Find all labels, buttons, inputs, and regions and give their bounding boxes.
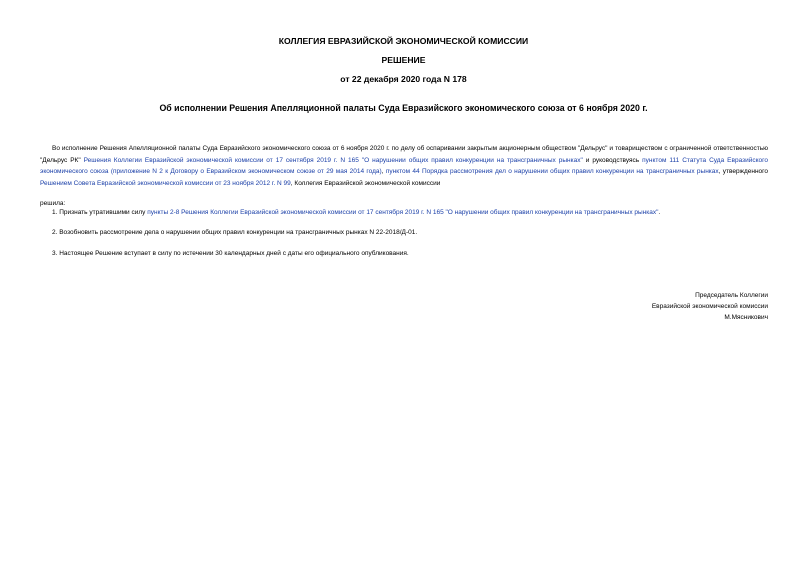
decided-label: решила: xyxy=(40,200,66,207)
document-date-number: от 22 декабря 2020 года N 178 xyxy=(340,74,467,84)
document-title: Об исполнении Решения Апелляционной палаты Суда Евразийского экономического союза от 6 ноября 2020 г. xyxy=(159,103,648,113)
decision-item-2: 2. Возобновить рассмотрение дела о нарушении общих правил конкуренции на трансграничных рынках N 22-2018/Д-01. xyxy=(52,229,418,236)
link-procedure-clause-44[interactable]: пунктом 44 Порядка рассмотрения дел о нарушении общих правил конкуренции на трансграничных рынках xyxy=(385,168,719,175)
signature-name: М.Мясникович xyxy=(724,314,768,321)
link-decision-165[interactable]: Решения Коллегии Евразийской экономической комиссии от 17 сентября 2019 г. N 165 "О нарушении общих правил конкуренции на трансграничных рынках" xyxy=(83,156,583,164)
item-1-suffix: . xyxy=(658,209,661,216)
decision-item-1 xyxy=(52,207,768,219)
preamble-paragraph xyxy=(40,143,768,189)
link-statute-clause-111[interactable]: пунктом 111 Статута Суда Евразийского экономического союза (приложение N 2 к Договору о Евразийском экономическом союзе от 29 мая 2014 года) xyxy=(40,156,768,175)
preamble-text-2: и руководствуясь xyxy=(582,156,643,164)
link-council-decision-99[interactable]: Решением Совета Евразийской экономической комиссии от 23 ноября 2012 г. N 99 xyxy=(40,179,291,187)
item-1-prefix: 1. Признать утратившими силу xyxy=(52,209,148,216)
preamble-text-4: , утвержденного xyxy=(718,168,769,175)
link-clauses-2-8[interactable]: пункты 2-8 Решения Коллегии Евразийской экономической комиссии от 17 сентября 2019 г. N 165 "О нарушении общих правил конкуренции на трансграничных рынках" xyxy=(147,209,659,216)
preamble-text-3: , xyxy=(381,168,386,175)
signature-position: Председатель Коллегии xyxy=(695,292,768,299)
signature-organization: Евразийской экономической комиссии xyxy=(651,303,768,310)
preamble-text-5: , Коллегия Евразийской экономической комиссии xyxy=(290,179,441,187)
decision-item-3: 3. Настоящее Решение вступает в силу по истечении 30 календарных дней с даты его официального опубликования. xyxy=(52,250,409,257)
preamble-text-1: Во исполнение Решения Апелляционной палаты Суда Евразийского экономического союза от 6 ноября 2020 г. по делу об оспаривании закрытым акционерным обществом "Дельрус" и товариществом с ограниченной ответственностью "Дельрус РК" xyxy=(40,145,768,164)
document-type-heading: РЕШЕНИЕ xyxy=(381,55,426,65)
organization-heading: КОЛЛЕГИЯ ЕВРАЗИЙСКОЙ ЭКОНОМИЧЕСКОЙ КОМИССИИ xyxy=(278,36,529,46)
